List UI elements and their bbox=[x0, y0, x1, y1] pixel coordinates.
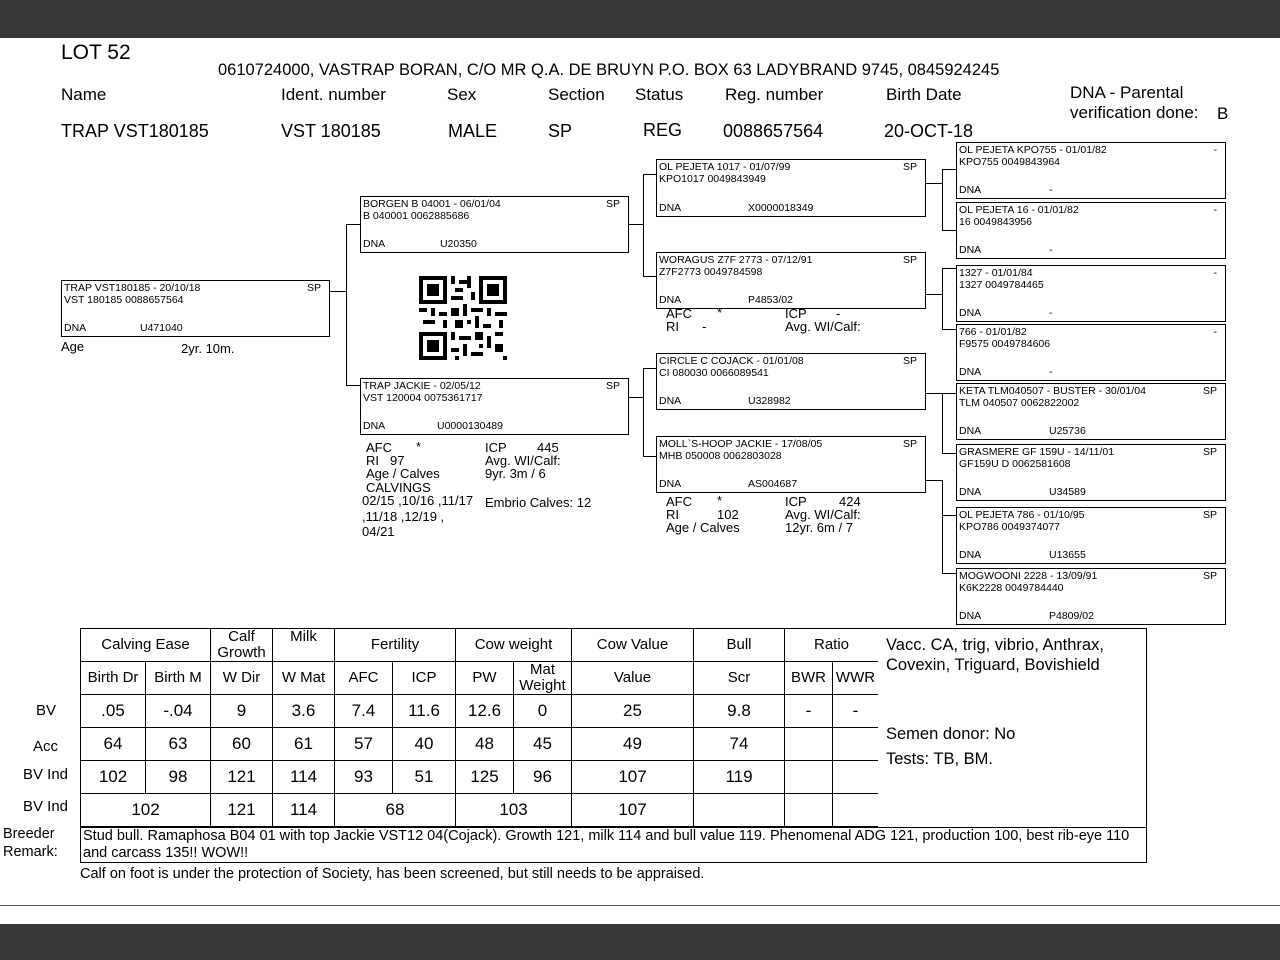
ggp-dna-value: - bbox=[1049, 307, 1053, 319]
ggp-section: SP bbox=[1202, 570, 1217, 582]
cell bbox=[785, 794, 833, 827]
remark-box bbox=[80, 827, 1147, 863]
subject-dna-label: DNA bbox=[64, 322, 87, 334]
cell: 74 bbox=[694, 728, 785, 761]
connector bbox=[346, 224, 347, 386]
cell: 49 bbox=[572, 728, 694, 761]
group-bull: Bull bbox=[694, 629, 785, 662]
gp-ids: MHB 050008 0062803028 bbox=[659, 450, 782, 462]
great-grandparent-card[interactable] bbox=[956, 444, 1226, 501]
gp-dna-label: DNA bbox=[659, 294, 682, 306]
sire-dna-value: U20350 bbox=[440, 238, 477, 250]
great-grandparent-card[interactable] bbox=[956, 383, 1226, 440]
great-grandparent-card[interactable] bbox=[956, 507, 1226, 564]
sub-afc: AFC bbox=[335, 662, 393, 695]
dam-calvings-3: 04/21 bbox=[362, 524, 395, 539]
header-name: Name bbox=[61, 85, 107, 104]
cell: 40 bbox=[393, 728, 456, 761]
ggp-dna-label: DNA bbox=[959, 486, 982, 498]
connector bbox=[942, 268, 956, 269]
ggp-title: OL PEJETA 16 - 01/01/82 bbox=[959, 204, 1079, 216]
ggp-title: 1327 - 01/01/84 bbox=[959, 267, 1033, 279]
connector bbox=[329, 291, 347, 292]
cell: - bbox=[833, 695, 879, 728]
row-label-acc: Acc bbox=[33, 738, 59, 755]
ggp-dna-value: U25736 bbox=[1049, 425, 1086, 437]
cell: 93 bbox=[335, 761, 393, 794]
cell: 64 bbox=[81, 728, 146, 761]
connector bbox=[629, 224, 643, 225]
breeding-values-table bbox=[80, 628, 879, 827]
sub-w-dir: W Dir bbox=[211, 662, 273, 695]
cell: 48 bbox=[456, 728, 514, 761]
ggp-dna-label: DNA bbox=[959, 244, 982, 256]
subject-dna-value: U471040 bbox=[140, 322, 183, 334]
cell: 121 bbox=[211, 794, 273, 827]
grandparent-card[interactable] bbox=[656, 436, 926, 493]
semen-donor: Semen donor: No bbox=[886, 725, 1016, 743]
cell: 63 bbox=[146, 728, 211, 761]
cell bbox=[785, 728, 833, 761]
group-cow-value: Cow Value bbox=[572, 629, 694, 662]
animal-sex: MALE bbox=[448, 121, 498, 141]
dam-calvings-label: CALVINGS bbox=[366, 480, 431, 495]
subject-ids: VST 180185 0088657564 bbox=[64, 294, 184, 306]
gp2-icp-label: ICP bbox=[785, 306, 807, 321]
ggp-section: - bbox=[1213, 267, 1217, 279]
top-bar bbox=[0, 0, 1280, 38]
cell: 121 bbox=[211, 761, 273, 794]
cell bbox=[833, 794, 879, 827]
gp-ids: Z7F2773 0049784598 bbox=[659, 266, 763, 278]
cell: 96 bbox=[514, 761, 572, 794]
ggp-dna-label: DNA bbox=[959, 549, 982, 561]
header-dna-1: DNA - Parental bbox=[1070, 83, 1184, 102]
ggp-section: - bbox=[1213, 204, 1217, 216]
great-grandparent-card[interactable] bbox=[956, 202, 1226, 259]
gp-dna-value: P4853/02 bbox=[748, 294, 793, 306]
gp2-ri-value: - bbox=[702, 319, 707, 334]
great-grandparent-card[interactable] bbox=[956, 142, 1226, 199]
sub-bwr: BWR bbox=[785, 662, 833, 695]
animal-section: SP bbox=[548, 121, 573, 141]
gp4-avg-label: Avg. WI/Calf: bbox=[785, 507, 861, 522]
group-calf-growth: Calf Growth bbox=[211, 629, 273, 662]
cell: 0 bbox=[514, 695, 572, 728]
dam-icp-value: 445 bbox=[537, 440, 559, 455]
gp-title: CIRCLE C COJACK - 01/01/08 bbox=[659, 355, 804, 367]
header-status: Status bbox=[635, 85, 684, 104]
ggp-title: OL PEJETA KPO755 - 01/01/82 bbox=[959, 144, 1107, 156]
cell: 114 bbox=[273, 794, 335, 827]
gp2-ri-label: RI bbox=[666, 319, 679, 334]
row-bvind-group bbox=[81, 794, 879, 827]
dam-avg-label: Avg. WI/Calf: bbox=[485, 453, 561, 468]
cell: .05 bbox=[81, 695, 146, 728]
dam-icp-label: ICP bbox=[485, 440, 507, 455]
dam-afc-label: AFC bbox=[366, 440, 392, 455]
gp4-icp-value: 424 bbox=[839, 494, 861, 509]
grandparent-card[interactable] bbox=[656, 252, 926, 309]
connector bbox=[925, 393, 942, 394]
row-bv bbox=[81, 695, 879, 728]
cell: 61 bbox=[273, 728, 335, 761]
ggp-ids: 1327 0049784465 bbox=[959, 279, 1044, 291]
cell: 114 bbox=[273, 761, 335, 794]
grandparent-card[interactable] bbox=[656, 159, 926, 217]
gp4-ri-value: 102 bbox=[717, 507, 739, 522]
header-sex: Sex bbox=[447, 85, 477, 104]
animal-reg: 0088657564 bbox=[723, 121, 824, 141]
sub-value: Value bbox=[572, 662, 694, 695]
ggp-ids: KPO786 0049374077 bbox=[959, 521, 1061, 533]
cell: 11.6 bbox=[393, 695, 456, 728]
ggp-dna-label: DNA bbox=[959, 184, 982, 196]
ggp-ids: TLM 040507 0062822002 bbox=[959, 397, 1080, 409]
ggp-section: SP bbox=[1202, 446, 1217, 458]
vaccinations: Vacc. CA, trig, vibrio, Anthrax, Covexin, Triguard, Bovishield bbox=[886, 636, 1104, 674]
ggp-title: GRASMERE GF 159U - 14/11/01 bbox=[959, 446, 1115, 458]
subject-section: SP bbox=[306, 282, 321, 294]
ggp-title: OL PEJETA 786 - 01/10/95 bbox=[959, 509, 1085, 521]
remark-label-1: Breeder bbox=[3, 826, 55, 842]
lot-title: LOT 52 bbox=[61, 41, 131, 64]
owner-line: 0610724000, VASTRAP BORAN, C/O MR Q.A. DE BRUYN P.O. BOX 63 LADYBRAND 9745, 0845924245 bbox=[218, 61, 1000, 79]
row-bvind bbox=[81, 761, 879, 794]
sub-wwr: WWR bbox=[833, 662, 879, 695]
ggp-title: MOGWOONI 2228 - 13/09/91 bbox=[959, 570, 1098, 582]
ggp-ids: 16 0049843956 bbox=[959, 216, 1032, 228]
row-label-bvind2: BV Ind bbox=[23, 798, 69, 815]
ggp-ids: K6K2228 0049784440 bbox=[959, 582, 1064, 594]
dam-ri-value: 97 bbox=[390, 453, 405, 468]
gp2-afc-value: * bbox=[717, 305, 723, 320]
cell: 9 bbox=[211, 695, 273, 728]
notes-box bbox=[878, 628, 1147, 828]
grandparent-card[interactable] bbox=[656, 353, 926, 410]
connector bbox=[346, 385, 360, 386]
remark-text: Stud bull. Ramaphosa B04 01 with top Jackie VST12 04(Cojack). Growth 121, milk 114 and bull value 119. Phenomenal ADG 121, production 100, best rib-eye 110 and carcass 135!! WOW!! bbox=[83, 828, 1130, 861]
gp-dna-label: DNA bbox=[659, 478, 682, 490]
ggp-dna-label: DNA bbox=[959, 610, 982, 622]
ggp-section: - bbox=[1213, 144, 1217, 156]
connector bbox=[643, 456, 657, 457]
gp-section: SP bbox=[902, 161, 917, 173]
connector bbox=[942, 169, 956, 170]
cell: 12.6 bbox=[456, 695, 514, 728]
cell: 68 bbox=[335, 794, 456, 827]
connector bbox=[942, 169, 943, 231]
connector bbox=[925, 480, 942, 481]
ggp-dna-label: DNA bbox=[959, 307, 982, 319]
tests: Tests: TB, BM. bbox=[886, 750, 993, 768]
gp-section: SP bbox=[902, 438, 917, 450]
cell: - bbox=[785, 695, 833, 728]
sire-card[interactable] bbox=[360, 196, 629, 253]
cell: 45 bbox=[514, 728, 572, 761]
connector bbox=[643, 368, 644, 457]
connector bbox=[942, 230, 956, 231]
cell: 119 bbox=[694, 761, 785, 794]
group-calving-ease: Calving Ease bbox=[81, 629, 211, 662]
great-grandparent-card[interactable] bbox=[956, 324, 1226, 381]
cell bbox=[785, 761, 833, 794]
ggp-ids: F9575 0049784606 bbox=[959, 338, 1051, 350]
gp2-avg-label: Avg. WI/Calf: bbox=[785, 319, 861, 334]
dam-ri-label: RI bbox=[366, 453, 379, 468]
connector bbox=[942, 573, 956, 574]
dam-dna-label: DNA bbox=[363, 420, 386, 432]
connector bbox=[942, 480, 943, 574]
group-ratio: Ratio bbox=[785, 629, 879, 662]
dna-flag: B bbox=[1217, 104, 1229, 123]
dam-calvings-1: 02/15 ,10/16 ,11/17 bbox=[362, 493, 474, 508]
gp-title: OL PEJETA 1017 - 01/07/99 bbox=[659, 161, 791, 173]
sire-ids: B 040001 0062885686 bbox=[363, 210, 470, 222]
dam-ids: VST 120004 0075361717 bbox=[363, 392, 483, 404]
ggp-dna-value: - bbox=[1049, 366, 1053, 378]
dam-dna-value: U0000130489 bbox=[437, 420, 503, 432]
animal-name: TRAP VST180185 bbox=[61, 121, 209, 141]
connector bbox=[643, 276, 657, 277]
gp4-agecalves-value: 12yr. 6m / 7 bbox=[785, 520, 853, 535]
divider bbox=[0, 905, 1280, 906]
gp-ids: KPO1017 0049843949 bbox=[659, 173, 766, 185]
subject-card[interactable] bbox=[61, 280, 330, 337]
header-reg: Reg. number bbox=[725, 85, 824, 104]
ggp-ids: KPO755 0049843964 bbox=[959, 156, 1061, 168]
group-cow-weight: Cow weight bbox=[456, 629, 572, 662]
gp-title: MOLL`S-HOOP JACKIE - 17/08/05 bbox=[659, 438, 823, 450]
group-milk: Milk bbox=[273, 629, 335, 662]
dam-calvings-2: ,11/18 ,12/19 , bbox=[362, 509, 445, 524]
ggp-section: SP bbox=[1202, 509, 1217, 521]
gp-section: SP bbox=[902, 355, 917, 367]
footer-note: Calf on foot is under the protection of Society, has been screened, but still needs to be appraised. bbox=[80, 866, 705, 882]
gp-section: SP bbox=[902, 254, 917, 266]
connector bbox=[942, 453, 956, 454]
ggp-title: KETA TLM040507 - BUSTER - 30/01/04 bbox=[959, 385, 1146, 397]
cell: 102 bbox=[81, 794, 211, 827]
cell bbox=[833, 761, 879, 794]
sub-mat-weight: Mat Weight bbox=[514, 662, 572, 695]
ggp-dna-value: U34589 bbox=[1049, 486, 1086, 498]
dam-section: SP bbox=[605, 380, 620, 392]
gp-dna-value: X0000018349 bbox=[748, 202, 814, 214]
ggp-dna-value: - bbox=[1049, 184, 1053, 196]
ggp-dna-label: DNA bbox=[959, 425, 982, 437]
connector bbox=[629, 397, 643, 398]
cell bbox=[694, 794, 785, 827]
cell: 9.8 bbox=[694, 695, 785, 728]
bottom-bar bbox=[0, 924, 1280, 960]
ggp-dna-label: DNA bbox=[959, 366, 982, 378]
animal-birth: 20-OCT-18 bbox=[884, 121, 974, 141]
gp-dna-value: AS004687 bbox=[748, 478, 798, 490]
gp-dna-label: DNA bbox=[659, 202, 682, 214]
ggp-section: - bbox=[1213, 326, 1217, 338]
cell: 98 bbox=[146, 761, 211, 794]
group-fertility: Fertility bbox=[335, 629, 456, 662]
dam-afc-value: * bbox=[416, 439, 422, 454]
connector bbox=[942, 268, 943, 330]
cell: 103 bbox=[456, 794, 572, 827]
gp4-icp-label: ICP bbox=[785, 494, 807, 509]
remark-label-2: Remark: bbox=[3, 844, 58, 860]
ggp-dna-value: - bbox=[1049, 244, 1053, 256]
gp-title: WORAGUS Z7F 2773 - 07/12/91 bbox=[659, 254, 813, 266]
sub-pw: PW bbox=[456, 662, 514, 695]
connector bbox=[942, 515, 956, 516]
row-label-bv: BV bbox=[36, 702, 57, 719]
cell: 60 bbox=[211, 728, 273, 761]
cell: 25 bbox=[572, 695, 694, 728]
header-birth: Birth Date bbox=[886, 85, 962, 104]
ggp-dna-value: U13655 bbox=[1049, 549, 1086, 561]
cell: -.04 bbox=[146, 695, 211, 728]
gp4-afc-label: AFC bbox=[666, 494, 692, 509]
gp-ids: CI 080030 0066089541 bbox=[659, 367, 769, 379]
connector bbox=[942, 329, 956, 330]
connector bbox=[643, 368, 657, 369]
sub-birth-m: Birth M bbox=[146, 662, 211, 695]
cell: 51 bbox=[393, 761, 456, 794]
cell: 102 bbox=[81, 761, 146, 794]
cell: 7.4 bbox=[335, 695, 393, 728]
ggp-title: 766 - 01/01/82 bbox=[959, 326, 1027, 338]
sire-section: SP bbox=[605, 198, 620, 210]
dam-card[interactable] bbox=[360, 378, 629, 435]
ggp-ids: GF159U D 0062581608 bbox=[959, 458, 1071, 470]
gp-dna-value: U328982 bbox=[748, 395, 791, 407]
connector bbox=[643, 174, 657, 175]
ggp-dna-value: P4809/02 bbox=[1049, 610, 1094, 622]
animal-status: REG bbox=[643, 120, 683, 140]
header-ident: Ident. number bbox=[281, 85, 386, 104]
dam-title: TRAP JACKIE - 02/05/12 bbox=[363, 380, 481, 392]
subject-title: TRAP VST180185 - 20/10/18 bbox=[64, 282, 201, 294]
cell bbox=[833, 728, 879, 761]
age-label: Age bbox=[61, 339, 85, 354]
header-section: Section bbox=[548, 85, 605, 104]
connector bbox=[942, 393, 943, 454]
connector bbox=[643, 174, 644, 277]
gp-dna-label: DNA bbox=[659, 395, 682, 407]
gp4-agecalves-label: Age / Calves bbox=[666, 520, 740, 535]
row-acc bbox=[81, 728, 879, 761]
great-grandparent-card[interactable] bbox=[956, 568, 1226, 625]
ggp-section: SP bbox=[1202, 385, 1217, 397]
connector bbox=[942, 393, 956, 394]
sub-icp: ICP bbox=[393, 662, 456, 695]
cell: 57 bbox=[335, 728, 393, 761]
qr-code bbox=[419, 276, 507, 360]
sub-w-mat: W Mat bbox=[273, 662, 335, 695]
cell: 3.6 bbox=[273, 695, 335, 728]
age-value: 2yr. 10m. bbox=[181, 341, 235, 356]
connector bbox=[925, 294, 942, 295]
animal-ident: VST 180185 bbox=[281, 121, 381, 141]
connector bbox=[925, 183, 942, 184]
cell: 107 bbox=[572, 761, 694, 794]
cell: 125 bbox=[456, 761, 514, 794]
dam-embrio: Embrio Calves: 12 bbox=[485, 495, 592, 510]
row-label-bvind: BV Ind bbox=[23, 766, 69, 783]
header-dna-2: verification done: bbox=[1070, 103, 1199, 122]
cell: 107 bbox=[572, 794, 694, 827]
gp4-afc-value: * bbox=[717, 493, 723, 508]
sub-scr: Scr bbox=[694, 662, 785, 695]
dam-agecalves-label: Age / Calves bbox=[366, 466, 440, 481]
sire-dna-label: DNA bbox=[363, 238, 386, 250]
gp2-icp-value: - bbox=[836, 306, 841, 321]
connector bbox=[346, 224, 360, 225]
sire-title: BORGEN B 04001 - 06/01/04 bbox=[363, 198, 501, 210]
dam-agecalves-value: 9yr. 3m / 6 bbox=[485, 466, 546, 481]
great-grandparent-card[interactable] bbox=[956, 265, 1226, 322]
gp2-afc-label: AFC bbox=[666, 306, 692, 321]
sub-birth-dr: Birth Dr bbox=[81, 662, 146, 695]
gp4-ri-label: RI bbox=[666, 507, 679, 522]
